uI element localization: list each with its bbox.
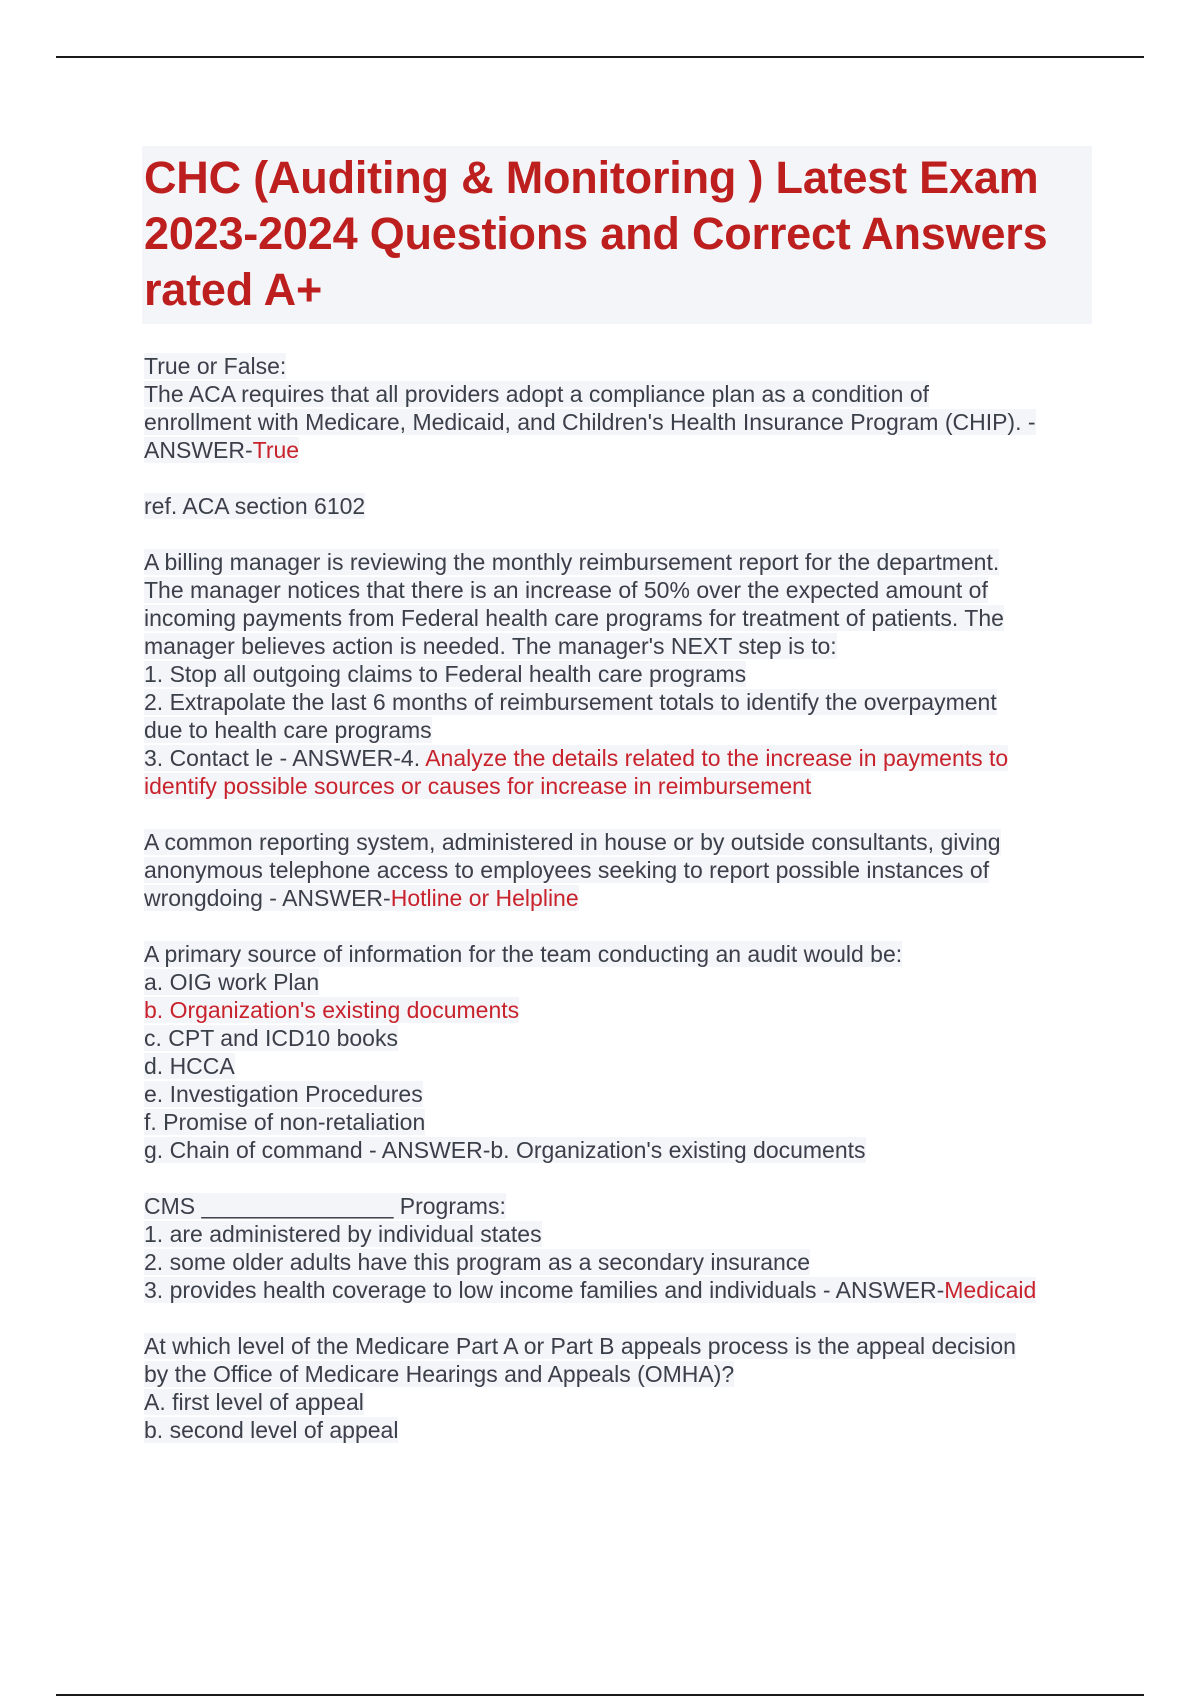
option-line: 1. are administered by individual states	[144, 1221, 542, 1247]
question-line: The ACA requires that all providers adopt a compliance plan as a condition of	[144, 381, 930, 407]
reference-note	[144, 492, 1092, 520]
answer-prefix: 3. provides health coverage to low income families and individuals - ANSWER-	[144, 1277, 945, 1303]
answer-text: True	[252, 437, 300, 463]
footer-rule	[56, 1694, 1144, 1696]
question-line: incoming payments from Federal health care programs for treatment of patients. The	[144, 605, 1004, 631]
document-title: CHC (Auditing & Monitoring ) Latest Exam 2023-2024 Questions and Correct Answers rated A+	[144, 152, 1048, 315]
option-line: A. first level of appeal	[144, 1389, 364, 1415]
option-line: 2. some older adults have this program as a secondary insurance	[144, 1249, 811, 1275]
question-line: by the Office of Medicare Hearings and Appeals (OMHA)?	[144, 1361, 735, 1387]
option-c: c. CPT and ICD10 books	[144, 1025, 398, 1051]
answer-prefix: ANSWER-	[144, 437, 253, 463]
option-a: a. OIG work Plan	[144, 969, 320, 995]
answer-prefix: wrongdoing - ANSWER-	[144, 885, 391, 911]
answer-text: Medicaid	[944, 1277, 1037, 1303]
option-line: due to health care programs	[144, 717, 432, 743]
qa-item-5	[144, 1192, 1092, 1304]
reference-text: ref. ACA section 6102	[144, 493, 366, 519]
option-line: b. second level of appeal	[144, 1417, 399, 1443]
option-line: 1. Stop all outgoing claims to Federal health care programs	[144, 661, 747, 687]
qa-item-3	[144, 828, 1092, 912]
title-block	[142, 146, 1092, 324]
option-d: d. HCCA	[144, 1053, 235, 1079]
option-line: 2. Extrapolate the last 6 months of reimbursement totals to identify the overpayment	[144, 689, 997, 715]
option-f: f. Promise of non-retaliation	[144, 1109, 426, 1135]
question-line: The manager notices that there is an increase of 50% over the expected amount of	[144, 577, 988, 603]
question-line: A primary source of information for the team conducting an audit would be:	[144, 941, 903, 967]
question-line: manager believes action is needed. The manager's NEXT step is to:	[144, 633, 837, 659]
question-line: At which level of the Medicare Part A or Part B appeals process is the appeal decision	[144, 1333, 1016, 1359]
answer-text: Hotline or Helpline	[390, 885, 579, 911]
question-line: anonymous telephone access to employees seeking to report possible instances of	[144, 857, 990, 883]
answer-text-continued: identify possible sources or causes for increase in reimbursement	[144, 773, 812, 799]
option-e: e. Investigation Procedures	[144, 1081, 423, 1107]
question-line: True or False:	[144, 353, 287, 379]
answer-prefix: 3. Contact le - ANSWER-4.	[144, 745, 426, 771]
qa-item-1	[144, 352, 1092, 464]
option-b-correct: b. Organization's existing documents	[144, 997, 520, 1023]
question-line: A billing manager is reviewing the monthly reimbursement report for the department.	[144, 549, 1000, 575]
qa-item-6	[144, 1332, 1092, 1444]
header-rule	[56, 56, 1144, 58]
answer-text: Analyze the details related to the increase in payments to	[425, 745, 1009, 771]
option-g-with-answer: g. Chain of command - ANSWER-b. Organization's existing documents	[144, 1137, 866, 1163]
question-line: enrollment with Medicare, Medicaid, and Children's Health Insurance Program (CHIP). -	[144, 409, 1036, 435]
question-line: CMS _______________ Programs:	[144, 1193, 506, 1219]
qa-item-4	[144, 940, 1092, 1164]
document-body	[144, 146, 1092, 1444]
question-line: A common reporting system, administered in house or by outside consultants, giving	[144, 829, 1001, 855]
qa-item-2	[144, 548, 1092, 800]
